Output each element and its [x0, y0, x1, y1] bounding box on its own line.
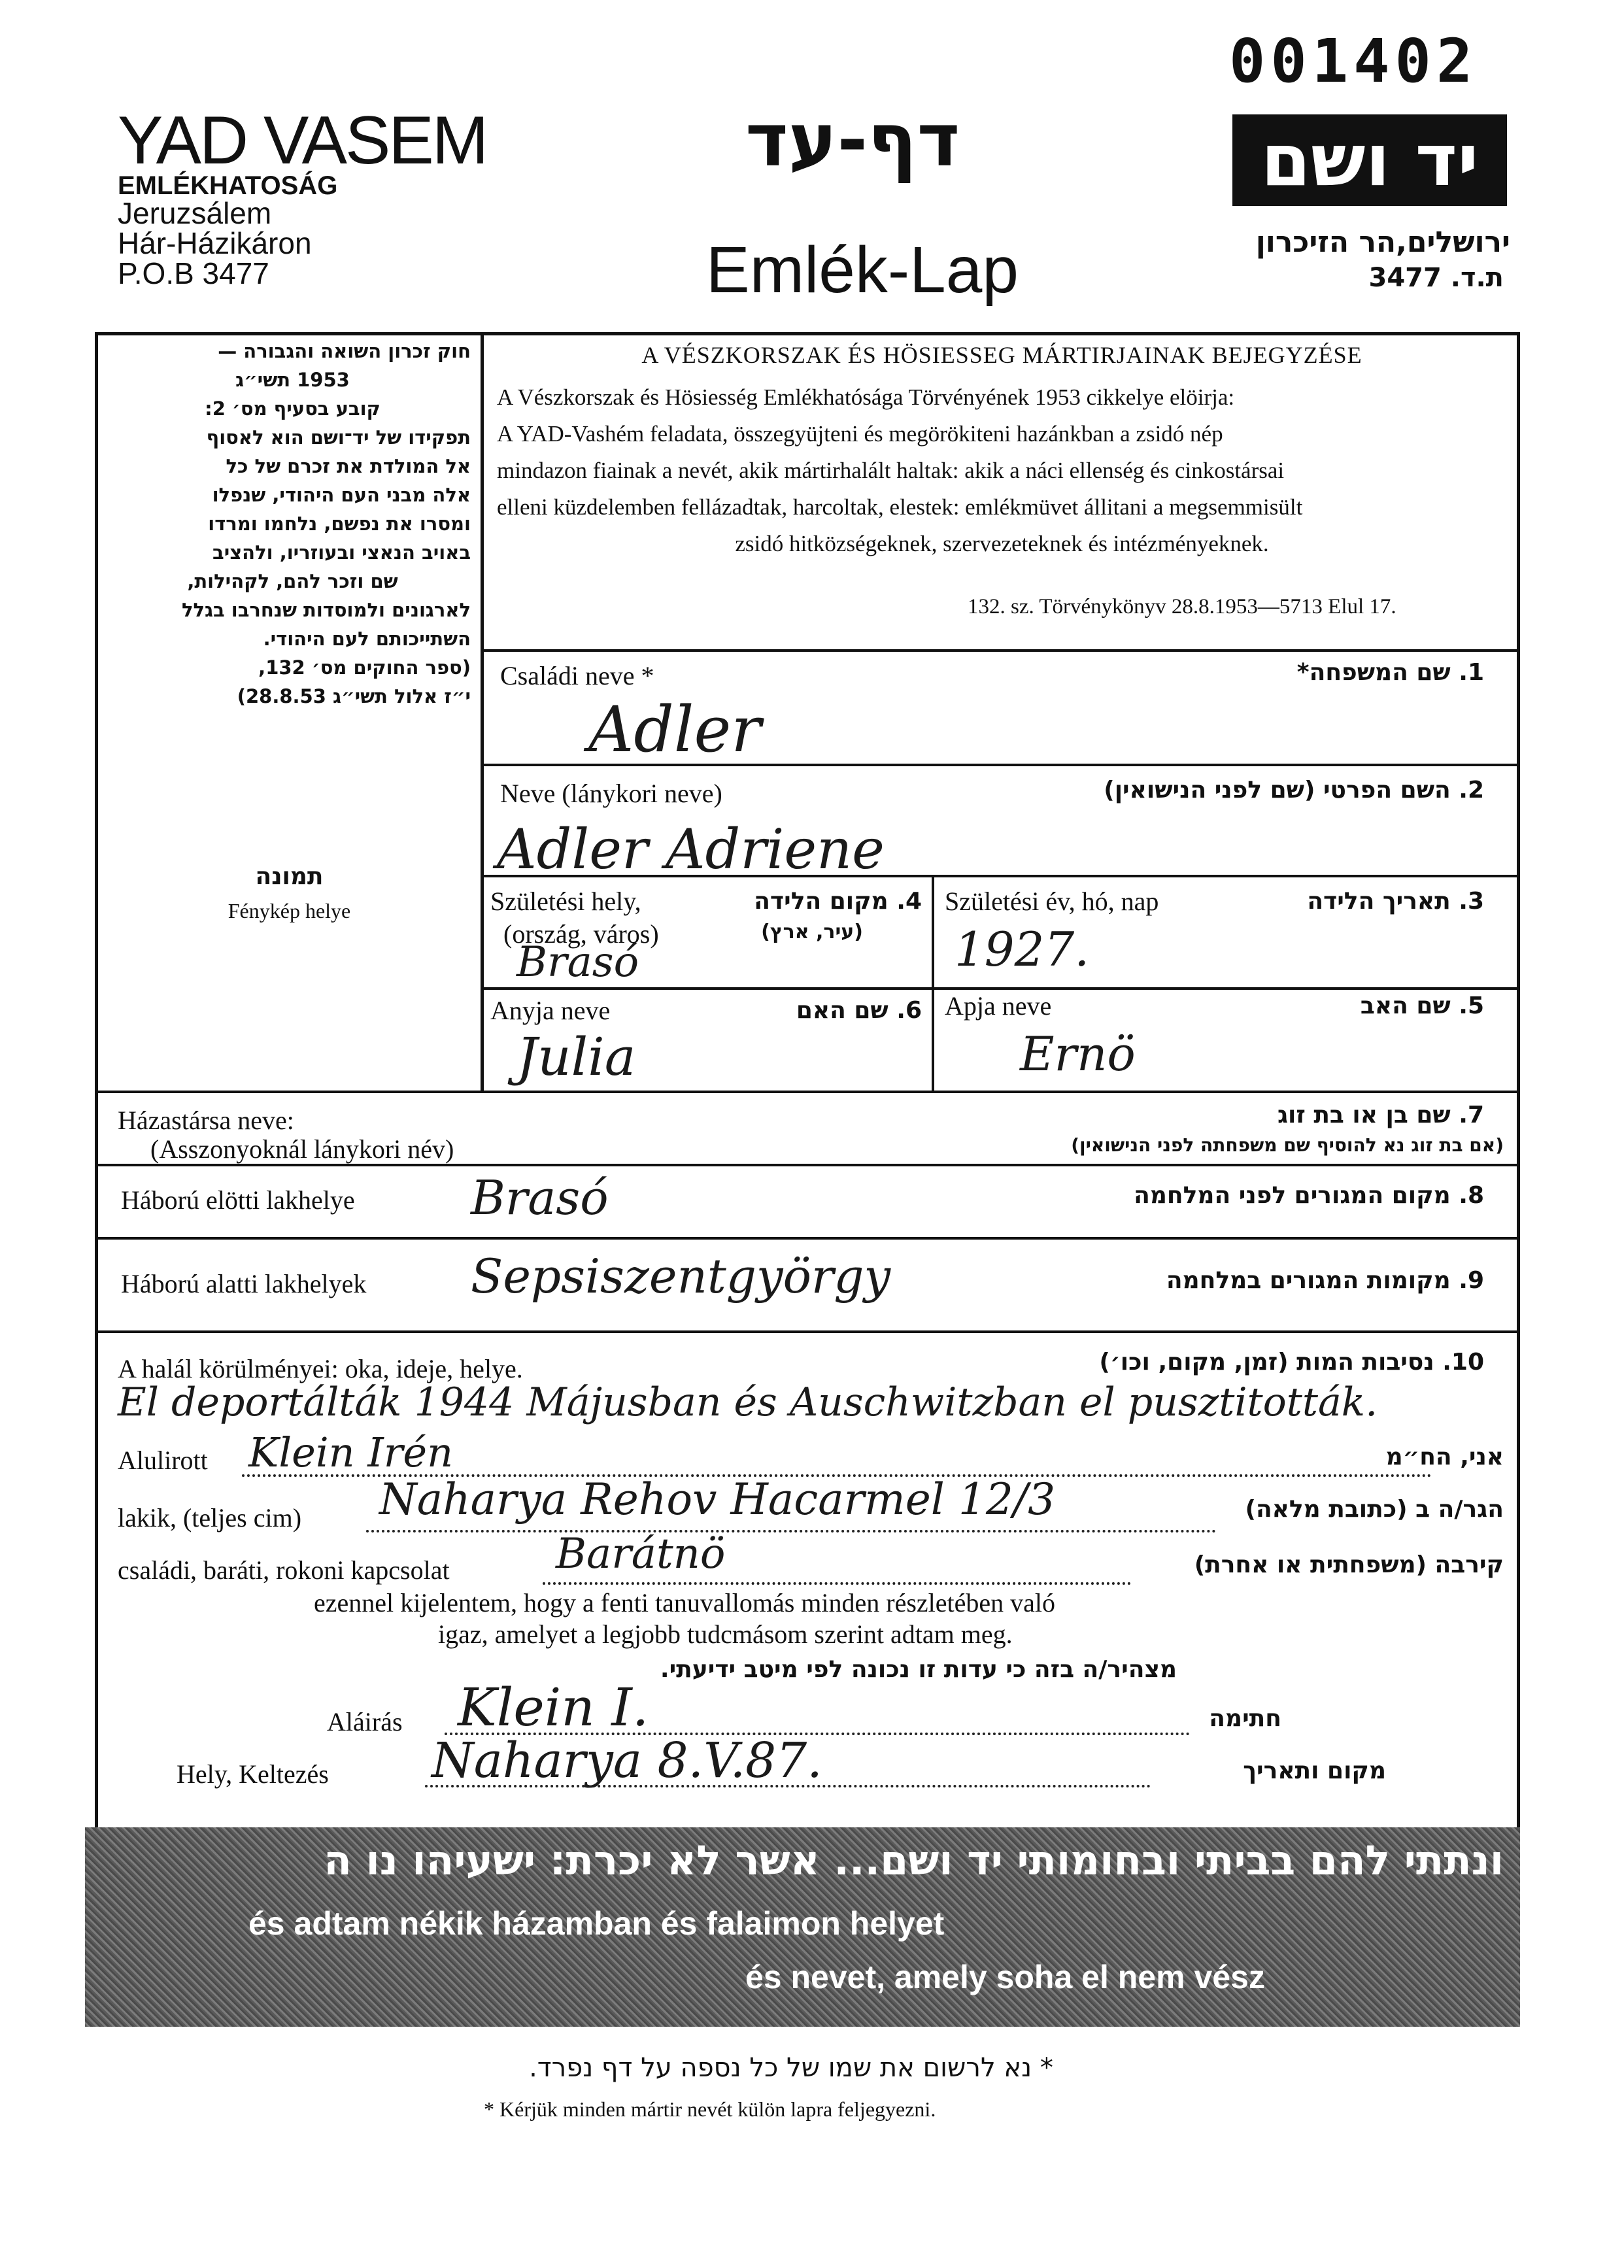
- row-divider-9: [95, 1330, 1520, 1333]
- death-label: A halál körülményei: oka, ideje, helye.: [118, 1354, 523, 1383]
- law-line-13: י״ז אלול תשי״ג 28.8.53): [237, 685, 471, 707]
- spouse-label-hebrew: 7. שם בן או בת זוג: [1277, 1102, 1484, 1128]
- address-line-2: Hár-Házikáron: [118, 226, 312, 260]
- address-label-hebrew: הגר/ה ב (כתובת מלאה): [1245, 1496, 1504, 1523]
- org-title: YAD VASEM: [118, 103, 487, 178]
- row-divider-34: [481, 987, 1520, 990]
- form-title: Emlék-Lap: [706, 233, 1019, 307]
- banner-line-1: és adtam nékik házamban és falaimon helyet: [248, 1905, 945, 1942]
- mother-name-label: Anyja neve: [490, 996, 611, 1025]
- hebrew-title: דף-עד: [745, 98, 960, 183]
- birth-date-value: 1927.: [955, 922, 1090, 977]
- address-line-3: P.O.B 3477: [118, 256, 269, 290]
- footer-note-hebrew: * נא לרשום את שמו של כל נספה על דף נפרד.: [529, 2053, 1053, 2083]
- intro-heading: A VÉSZKORSZAK ÉS HÖSIESSEG MÁRTIRJAINAK BEJEGYZÉSE: [641, 342, 1362, 368]
- org-subtitle: EMLÉKHATOSÁG: [118, 171, 338, 200]
- quote-banner: [85, 1827, 1520, 2027]
- mother-name-value: Julia: [516, 1026, 636, 1087]
- birth-date-label: Születési év, hó, nap: [945, 887, 1159, 916]
- wartime-residence-label: Háború alatti lakhelyek: [121, 1269, 367, 1298]
- first-name-label: Neve (lánykori neve): [500, 779, 722, 808]
- first-name-label-hebrew: 2. השם הפרטי (שם לפני הנישואין): [1104, 777, 1484, 804]
- relation-value: Barátnö: [556, 1530, 726, 1578]
- prewar-residence-label: Háború elötti lakhelye: [121, 1185, 355, 1215]
- family-name-label-hebrew: 1. שם המשפחה*: [1296, 659, 1484, 686]
- statement-line-2: igaz, amelyet a legjobb tudcmásom szerint adtam meg.: [438, 1619, 1013, 1649]
- law-line-11: השתייכותם לעם היהודי.: [263, 628, 471, 650]
- address-label: lakik, (teljes cim): [118, 1503, 302, 1532]
- relation-label: családi, baráti, rokoni kapcsolat: [118, 1555, 450, 1585]
- relation-label-hebrew: קירבה (משפחתית או אחרת): [1194, 1551, 1504, 1578]
- law-line-2: 1953 תשי״ג: [235, 369, 350, 391]
- banner-line-2: és nevet, amely soha el nem vész: [745, 1959, 1265, 1995]
- footer-note: * Kérjük minden mártir nevét külön lapra feljegyezni.: [484, 2097, 936, 2121]
- intro-citation: 132. sz. Törvénykönyv 28.8.1953—5713 Elul 17.: [968, 595, 1396, 618]
- hebrew-address-2: ת.ד. 3477: [1368, 263, 1504, 293]
- statement-hebrew: מצהיר/ה בזה כי עדות זו נכונה לפי מיטב ידיעתי.: [660, 1656, 1177, 1683]
- intro-line-5: zsidó hitközségeknek, szervezeteknek és intézményeknek.: [735, 531, 1269, 556]
- law-line-9: שם וזכר להם, לקהילות,: [187, 570, 398, 592]
- photo-label: Fénykép helye: [228, 899, 351, 922]
- statement-line-1: ezennel kijelentem, hogy a fenti tanuvallomás minden részletében való: [314, 1588, 1056, 1617]
- undersigned-value: Klein Irén: [248, 1429, 454, 1476]
- relation-dotted-line: [543, 1582, 1131, 1585]
- banner-hebrew: ונתתי להם בביתי ובחומותי יד ושם... אשר לא יכרת: ישעיהו נו ה: [324, 1836, 1504, 1884]
- prewar-residence-value: Brasó: [471, 1170, 609, 1225]
- serial-number: 001402: [1229, 26, 1478, 96]
- prewar-residence-label-hebrew: 8. מקום המגורים לפני המלחמה: [1134, 1182, 1484, 1209]
- intro-line-2: A YAD-Vashém feladata, összegyüjteni és megörökiteni hazánkban a zsidó nép: [497, 421, 1223, 447]
- father-name-label-hebrew: 5. שם האב: [1360, 992, 1484, 1019]
- law-line-10: לארגונים ולמוסדות שנחרבו בגלל: [181, 599, 471, 621]
- place-date-label: Hely, Keltezés: [177, 1759, 329, 1789]
- form-left-border: [95, 332, 98, 1855]
- row-divider-56: [95, 1091, 1520, 1093]
- birth-place-label-hebrew: 4. מקום הלידה: [754, 888, 922, 915]
- place-date-label-hebrew: מקום ותאריך: [1243, 1757, 1386, 1784]
- death-label-hebrew: 10. נסיבות המות (זמן, מקום, וכו׳): [1099, 1349, 1484, 1376]
- row-divider-intro: [481, 649, 1520, 652]
- birth-date-label-hebrew: 3. תאריך הלידה: [1307, 888, 1484, 915]
- place-date-value: Naharya 8.V.87.: [431, 1733, 822, 1789]
- intro-line-1: A Vészkorszak és Hösiesség Emlékhatósága Törvényének 1953 cikkelye elöirja:: [497, 384, 1235, 410]
- birth-place-label-hebrew-2: (עיר, ארץ): [761, 921, 863, 943]
- family-name-label: Családi neve *: [500, 661, 654, 690]
- spouse-label-hebrew-2: (אם בת זוג נא להוסיף שם משפחתה לפני הנישואין): [1071, 1134, 1504, 1156]
- law-line-8: באויב הנאצי ובעוזריו, ולהציב: [212, 541, 471, 564]
- address-value: Naharya Rehov Hacarmel 12/3: [379, 1474, 1056, 1525]
- birth-place-value: Brasó: [516, 938, 639, 987]
- wartime-residence-value: Sepsiszentgyörgy: [471, 1249, 891, 1304]
- undersigned-label: Alulirott: [118, 1446, 208, 1475]
- law-line-1: חוק זכרון השואה והגבורה —: [218, 340, 471, 362]
- mother-name-label-hebrew: 6. שם האם: [796, 997, 922, 1024]
- photo-label-hebrew: תמונה: [255, 863, 324, 890]
- law-box-divider: [481, 332, 484, 1091]
- form-right-border: [1517, 332, 1520, 1855]
- signature-value: Klein I.: [458, 1677, 649, 1738]
- signature-label: Aláirás: [327, 1707, 403, 1736]
- law-line-12: (ספר החוקים מס׳ 132,: [258, 656, 471, 679]
- undersigned-label-hebrew: אני, הח״מ: [1385, 1444, 1504, 1470]
- logo-text: יד ושם: [1260, 118, 1479, 202]
- father-name-value: Ernö: [1020, 1026, 1136, 1081]
- law-line-3: קובע בסעיף מס׳ 2:: [205, 398, 381, 420]
- wartime-residence-label-hebrew: 9. מקומות המגורים במלחמה: [1166, 1267, 1484, 1294]
- law-line-4: תפקידו של יד־ושם הוא לאסוף: [206, 426, 471, 449]
- law-line-7: ומסרו את נפשם, נלחמו ומרדו: [208, 513, 471, 535]
- death-value: El deportálták 1944 Májusban és Auschwitzban el pusztitották.: [118, 1379, 1378, 1425]
- yad-vashem-logo: [1232, 114, 1507, 206]
- row-divider-8: [95, 1237, 1520, 1240]
- spouse-label: Házastársa neve:: [118, 1106, 294, 1135]
- col-divider-34: [932, 875, 934, 1091]
- first-name-value: Adler Adriene: [497, 817, 885, 881]
- law-line-5: אל המולדת את זכרם של כל: [226, 455, 471, 477]
- law-box-text: [114, 337, 471, 711]
- father-name-label: Apja neve: [945, 991, 1052, 1021]
- family-name-value: Adler: [588, 693, 762, 766]
- address-dotted-line: [366, 1530, 1216, 1532]
- birth-place-label-2: (ország, város): [503, 919, 659, 949]
- birth-place-label: Születési hely,: [490, 887, 641, 916]
- law-line-6: אלה מבני העם היהודי, שנפלו: [212, 484, 471, 506]
- form-top-border: [95, 332, 1520, 335]
- spouse-label-2: (Asszonyoknál lánykori név): [150, 1134, 454, 1164]
- intro-line-3: mindazon fiainak a nevét, akik mártirhalált haltak: akik a náci ellenség és cinkostársai: [497, 458, 1285, 483]
- intro-body: [497, 379, 1507, 562]
- signature-label-hebrew: חתימה: [1209, 1705, 1281, 1732]
- hebrew-address-1: ירושלים,הר הזיכרון: [1255, 226, 1510, 259]
- intro-line-4: elleni küzdelemben fellázadtak, harcoltak, elestek: emlékmüvet állitani a megsemmisült: [497, 494, 1303, 520]
- address-line-1: Jeruzsálem: [118, 196, 272, 230]
